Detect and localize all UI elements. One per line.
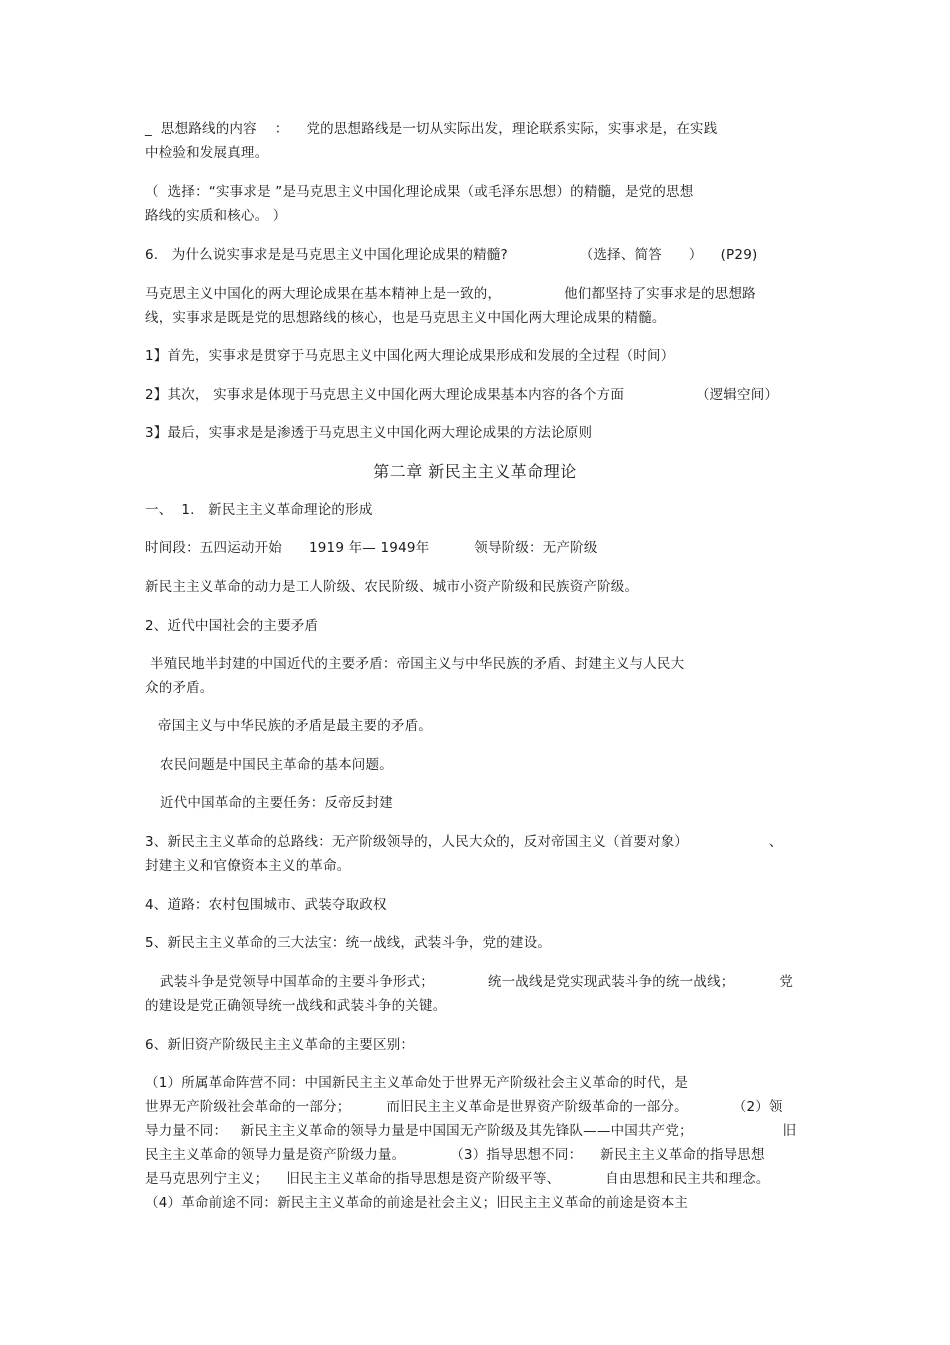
text-line: （1）所属革命阵营不同：中国新民主主义革命处于世界无产阶级社会主义革命的时代，是 — [145, 1075, 689, 1091]
text-line: 时间段：五四运动开始 1919 年— 1949年 领导阶级：无产阶级 — [145, 540, 598, 556]
text-line: 封建主义和官僚资本主义的革命。 — [145, 858, 351, 874]
text-line: 民主主义革命的领导力量是资产阶级力量。 （3）指导思想不同： 新民主主义革命的指导思想 — [145, 1147, 765, 1163]
text-line: 的建设是党正确领导统一战线和武装斗争的关键。 — [145, 998, 447, 1014]
text-line: （4）革命前途不同：新民主主义革命的前途是社会主义；旧民主主义革命的前途是资本主 — [145, 1195, 689, 1211]
text-line: 帝国主义与中华民族的矛盾是最主要的矛盾。 — [158, 718, 432, 734]
text-line: 中检验和发展真理。 — [145, 145, 269, 161]
text-line: 线，实事求是既是党的思想路线的核心，也是马克思主义中国化两大理论成果的精髓。 — [145, 310, 666, 326]
question-heading: 6. 为什么说实事求是是马克思主义中国化理论成果的精髓? （选择、简答 ） (P29) — [145, 247, 758, 263]
text-line: （ 选择：“实事求是 ”是马克思主义中国化理论成果（或毛泽东思想）的精髓，是党的思想 — [145, 184, 694, 200]
section-heading: 2、近代中国社会的主要矛盾 — [145, 618, 319, 634]
list-item: 3】最后，实事求是是渗透于马克思主义中国化两大理论成果的方法论原则 — [145, 425, 593, 441]
list-item: 1】首先，实事求是贯穿于马克思主义中国化两大理论成果形成和发展的全过程（时间） — [145, 348, 675, 364]
text-line: 半殖民地半封建的中国近代的主要矛盾：帝国主义与中华民族的矛盾、封建主义与人民大 — [150, 656, 685, 672]
text-line: 武装斗争是党领导中国革命的主要斗争形式； 统一战线是党实现武装斗争的统一战线； 党 — [160, 974, 794, 990]
section-heading: 4、道路：农村包围城市、武装夺取政权 — [145, 897, 387, 913]
text-line: 农民问题是中国民主革命的基本问题。 — [160, 757, 393, 773]
list-item: 2】其次， 实事求是体现于马克思主义中国化两大理论成果基本内容的各个方面 （逻辑空间） — [145, 387, 779, 403]
chapter-title: 第二章 新民主主义革命理论 — [373, 462, 577, 481]
text-line: 导力量不同： 新民主主义革命的领导力量是中国国无产阶级及其先锋队——中国共产党； 旧 — [145, 1123, 797, 1139]
text-line: 路线的实质和核心。 ） — [145, 208, 287, 224]
section-heading: 3、新民主主义革命的总路线：无产阶级领导的，人民大众的，反对帝国主义（首要对象） 、 — [145, 834, 783, 850]
text-line: _ 思想路线的内容 ： 党的思想路线是一切从实际出发，理论联系实际，实事求是，在实践 — [145, 121, 718, 137]
text-line: 是马克思列宁主义； 旧民主主义革命的指导思想是资产阶级平等、 自由思想和民主共和理念。 — [145, 1171, 770, 1187]
section-heading: 一、 1. 新民主主义革命理论的形成 — [145, 502, 373, 518]
section-heading: 6、新旧资产阶级民主主义革命的主要区别： — [145, 1037, 415, 1053]
text-line: 马克思主义中国化的两大理论成果在基本精神上是一致的， 他们都坚持了实事求是的思想路 — [145, 286, 756, 302]
text-line: 众的矛盾。 — [145, 680, 214, 696]
text-line: 世界无产阶级社会革命的一部分； 而旧民主主义革命是世界资产阶级革命的一部分。 （2）领 — [145, 1099, 783, 1115]
text-line: 新民主主义革命的动力是工人阶级、农民阶级、城市小资产阶级和民族资产阶级。 — [145, 579, 639, 595]
section-heading: 5、新民主主义革命的三大法宝：统一战线，武装斗争，党的建设。 — [145, 935, 552, 951]
text-line: 近代中国革命的主要任务：反帝反封建 — [160, 795, 393, 811]
